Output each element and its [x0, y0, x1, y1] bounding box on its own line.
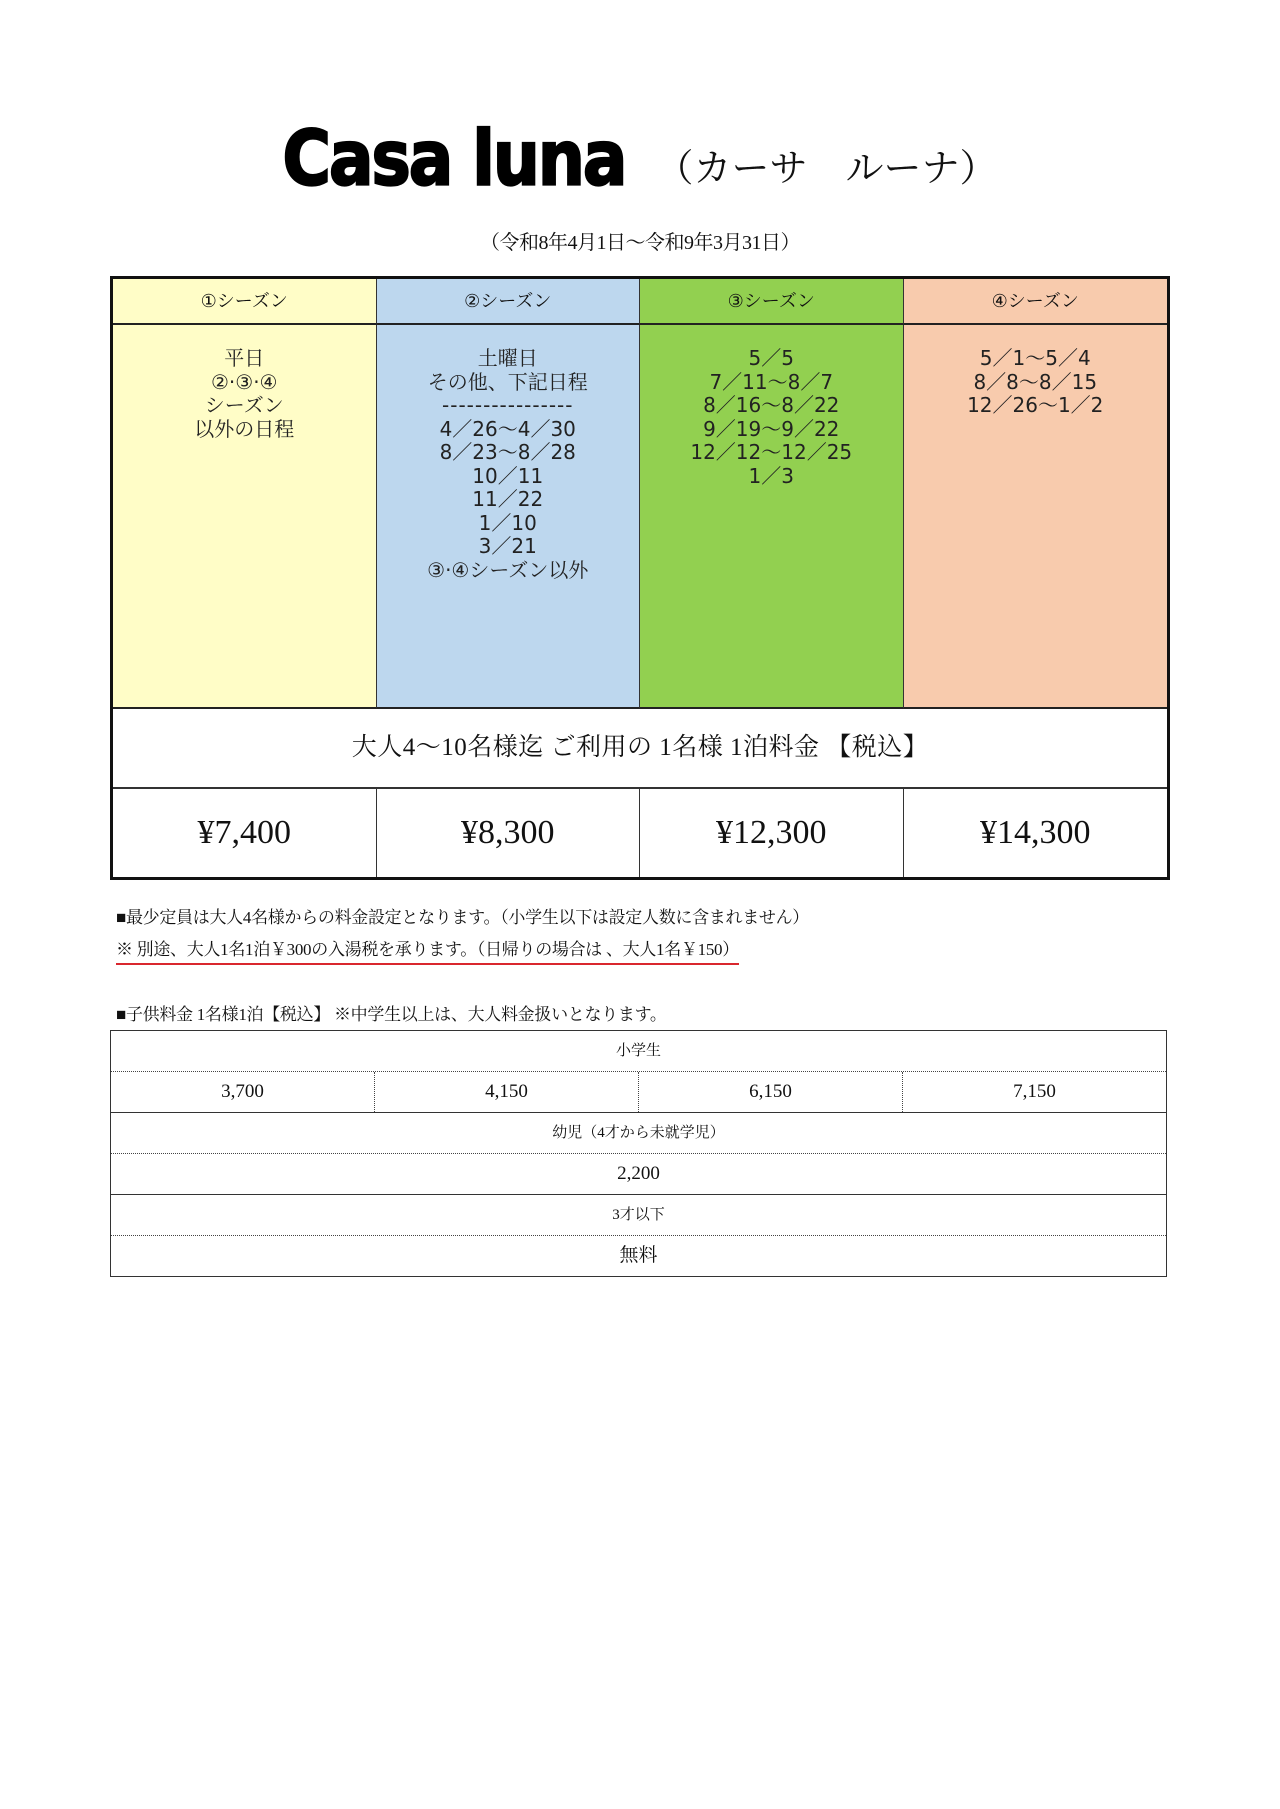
elementary-price-4: 7,150 [1013, 1081, 1056, 1102]
date-line: シーズン [204, 393, 284, 417]
elementary-price-2: 4,150 [375, 1072, 639, 1112]
season-4-dates [904, 325, 1168, 709]
season-4-price: ¥14,300 [980, 814, 1091, 851]
title-name: Casa luna [282, 114, 626, 203]
season-1-header: ①シーズン [113, 279, 377, 325]
date-line: 平日 [224, 346, 265, 370]
adult-rate-banner: 大人4～10名様迄 ご利用の 1名様 1泊料金 【税込】 [113, 709, 1167, 789]
under3-price-row [111, 1236, 1166, 1276]
date-line: 1／10 [478, 510, 537, 535]
preschool-price-row [111, 1154, 1166, 1195]
elementary-price-3: 6,150 [639, 1072, 903, 1112]
season-1-price: ¥7,400 [113, 789, 377, 877]
date-line: 12／12～12／25 [690, 440, 853, 464]
date-line: 以外の日程 [194, 416, 295, 441]
date-line: 5／1～5／4 [979, 346, 1091, 370]
adult-price-row [113, 789, 1167, 877]
date-line: 12／26～1／2 [967, 393, 1104, 417]
season-3-header: ③シーズン [640, 279, 904, 325]
date-line: 10／11 [472, 463, 544, 488]
under3-price: 無料 [619, 1245, 658, 1266]
season-3-dates [640, 325, 904, 709]
season-2-price: ¥8,300 [377, 789, 641, 877]
preschool-label: 幼児（4才から未就学児） [552, 1125, 725, 1141]
valid-period: （令和8年4月1日～令和9年3月31日） [480, 232, 800, 254]
date-line: 3／21 [478, 534, 537, 558]
date-line: その他、下記日程 [427, 369, 588, 394]
bath-tax-text: ※ 別途、大人1名1泊￥300の入湯税を承ります。（日帰りの場合は 、大人1名￥150） [116, 935, 739, 965]
season-1-dates [113, 325, 377, 709]
date-line: ③·④シーズン以外 [427, 557, 589, 582]
date-line: 7／11～8／7 [709, 369, 834, 394]
preschool-label-row [111, 1113, 1166, 1154]
season-header-row [113, 279, 1167, 325]
elementary-label: 小学生 [615, 1043, 661, 1059]
date-line: 11／22 [472, 487, 544, 511]
season-4-header: ④シーズン [904, 279, 1168, 325]
bath-tax-note [116, 935, 739, 965]
date-line: 1／3 [748, 463, 794, 488]
min-occupancy-note: ■最少定員は大人4名様からの料金設定となります。（小学生以下は設定人数に含まれません） [116, 908, 810, 927]
season-3-price: ¥12,300 [640, 789, 904, 877]
page-title [0, 114, 1280, 203]
date-line: ②·③·④ [210, 369, 278, 394]
date-line: 土曜日 [477, 346, 538, 370]
date-line: 8／16～8／22 [703, 393, 840, 417]
season-2-header: ②シーズン [377, 279, 641, 325]
date-line: 5／5 [748, 346, 794, 370]
under3-label: 3才以下 [612, 1207, 665, 1223]
divider-dashes: ---------------- [442, 393, 574, 417]
child-rate-table [110, 1030, 1167, 1277]
date-line: 8／8～8／15 [973, 369, 1098, 394]
date-line: 8／23～8／28 [439, 440, 576, 464]
elementary-label-row [111, 1031, 1166, 1072]
date-line: 9／19～9／22 [703, 416, 840, 441]
elementary-price-1: 3,700 [111, 1072, 375, 1112]
child-rate-heading: ■子供料金 1名様1泊【税込】 ※中学生以上は、大人料金扱いとなります。 [116, 1005, 667, 1024]
adult-rate-table [110, 276, 1170, 880]
title-kana: （カーサ ルーナ） [655, 146, 998, 190]
season-dates-row [113, 325, 1167, 709]
under3-label-row [111, 1195, 1166, 1236]
elementary-price-row [111, 1072, 1166, 1113]
preschool-price: 2,200 [617, 1163, 660, 1184]
season-2-dates [377, 325, 641, 709]
date-line: 4／26～4／30 [439, 416, 576, 441]
